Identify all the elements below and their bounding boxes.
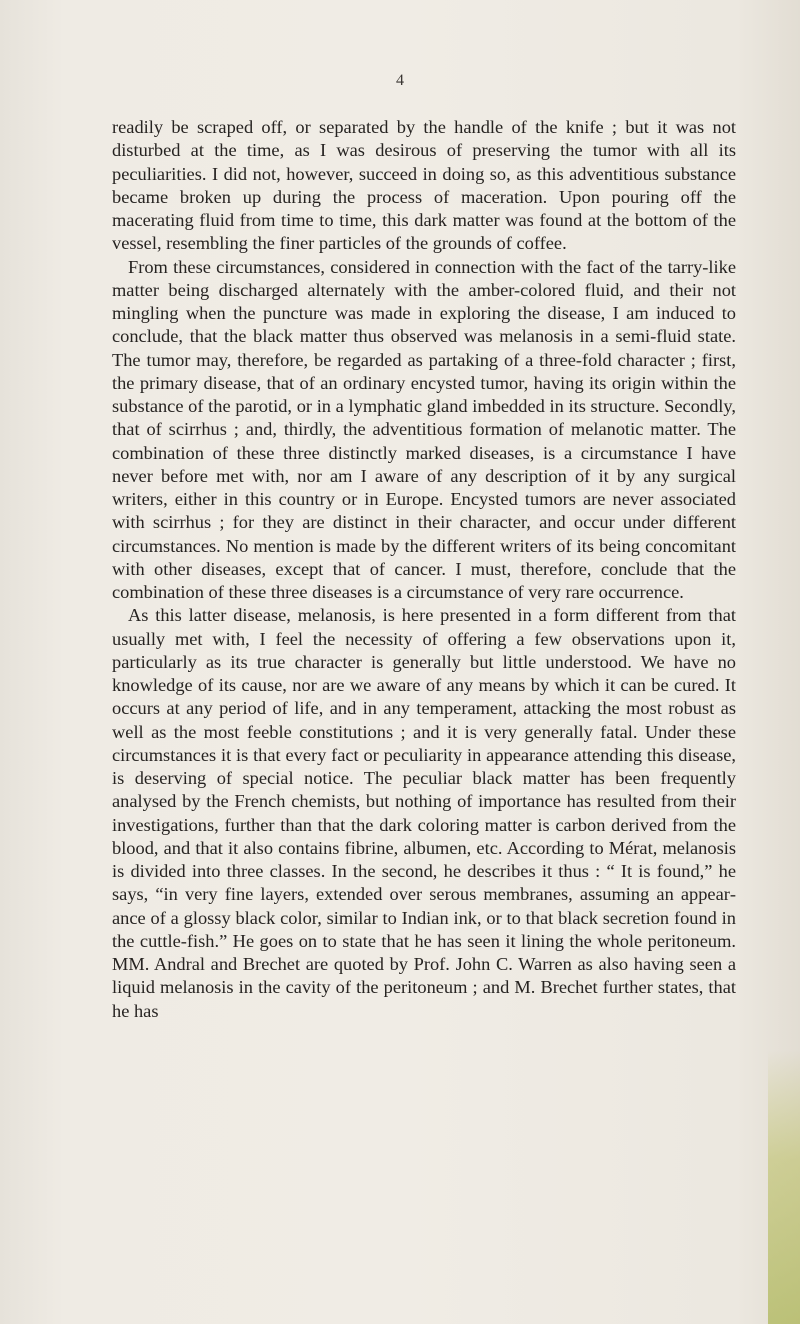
paragraph-1: readily be scraped off, or separated by the handle of the knife ; but it was not disturbed at the time, as I was desirous of preserving the tumor with all its peculiarities. I did not, however, succeed in doing so, as this adventitious substance became broken up during the process of maceration. Upon pouring off the macerating fluid from time to time, this dark matter was found at the bottom of the vessel, resembling the finer particles of the grounds of coffee. [112,117,736,254]
page-number: 4 [396,72,404,89]
paragraph-2: From these circumstances, considered in connection with the fact of the tarry-like matter being discharged alternately with the amber-colored fluid, and their not mingling when the puncture was made in exploring the disease, I am induced to conclude, that the black matter thus observed was melanosis in a semi-fluid state. The tumor may, therefore, be regarded as partaking of a three-fold character ; first, the primary disease, that of an ordinary encysted tumor, having its origin within the substance of the parotid, or in a lymphatic gland imbedded in its structure. Secondly, that of scirrhus ; and, thirdly, the adventitious formation of melanotic matter. The combination of these three distinctly marked diseases, is a circumstance I have never before met with, nor am I aware of any description of it by any surgical writers, either in this country or in Europe. Encysted tumors are never associated with scirrhus ; for they are distinct in their character, and occur under different circumstances. No mention is made by the different writers of its being concomitant with other diseases, except that of cancer. I must, therefore, conclude that the combination of these three diseases is a circumstance of very rare occurrence. [112,256,736,602]
page-edge-stain [768,1050,800,1324]
paragraph-3: As this latter disease, melanosis, is here presented in a form different from that usually met with, I feel the necessity of offering a few observations upon it, particularly as its true character is generally but little understood. We have no knowledge of its cause, nor are we aware of any means by which it can be cured. It occurs at any period of life, and in any temperament, attacking the most robust as well as the most feeble constitutions ; and it is very generally fatal. Under these circumstances it is that every fact or peculiarity in appearance attending this disease, is deserving of special notice. The peculiar black matter has been frequently analysed by the French chemists, but nothing of importance has resulted from their investigations, further than that the dark coloring matter is carbon derived from the blood, and that it also contains fibrine, albumen, etc. According to Mérat, melanosis is divided into three classes. In the second, he describes it thus : “ It is found,” he says, “in very fine layers, extended over serous membranes, assuming an appearance of a glossy black color, similar to Indian ink, or to that black secretion found in the cuttle-fish.” He goes on to state that he has seen it lining the whole peritoneum. MM. Andral and Brechet are quoted by Prof. John C. Warren as also having seen a liquid melanosis in the cavity of the peritoneum ; and M. Brechet further states, that he has [112,605,736,1021]
body-text [112,116,736,1023]
